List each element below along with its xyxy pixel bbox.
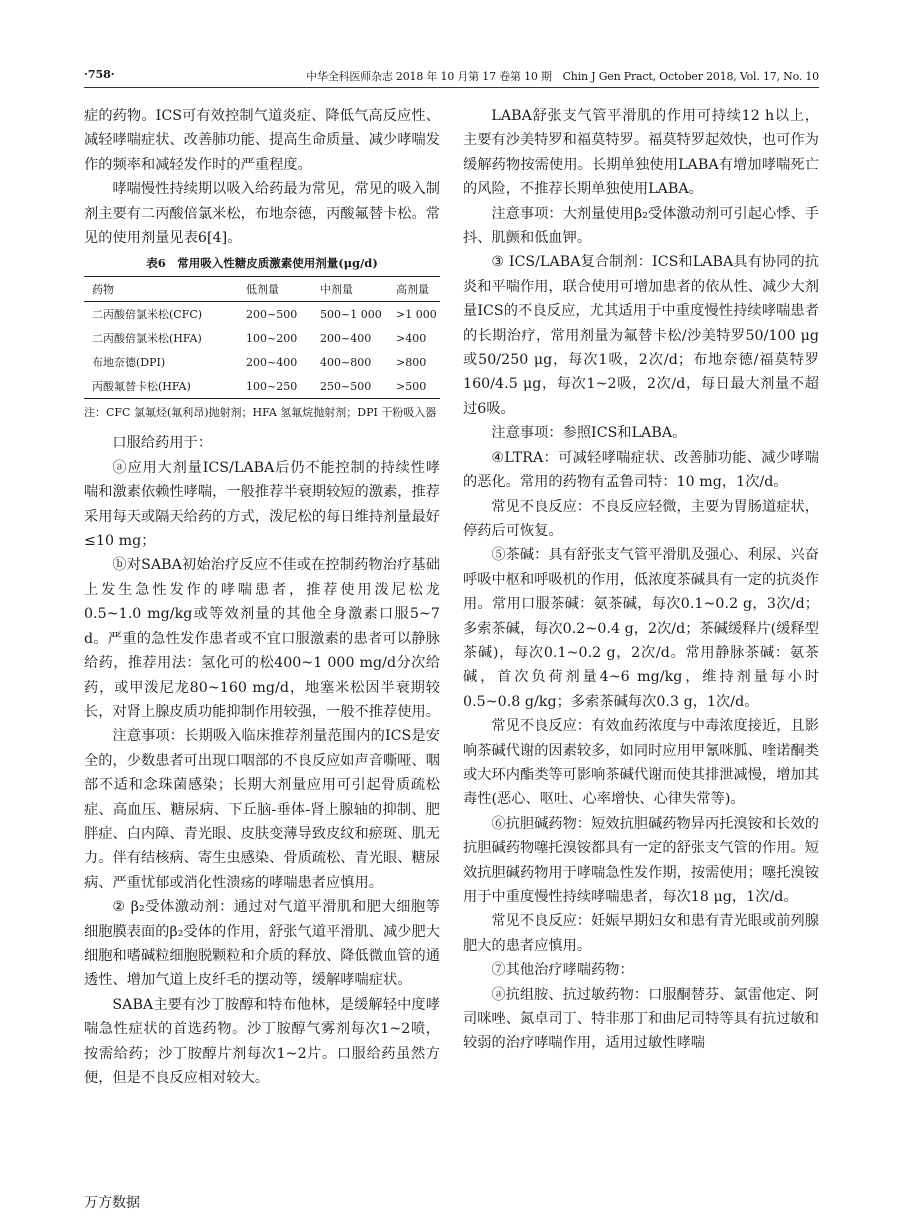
paragraph: 常见不良反应：有效血药浓度与中毒浓度接近，且影响茶碱代谢的因素较多，如同时应用甲氰咪胍、喹诺酮类或大环内酯类等可影响茶碱代谢而使其排泄减慢，增加其毒性(恶心、呕吐、心率增快、心律失常等)。 <box>463 718 819 808</box>
paragraph: ⓑ对SABA初始治疗反应不佳或在控制药物治疗基础上发生急性发作的哮喘患者，推荐使用泼尼松龙0.5~1.0 mg/kg或等效剂量的其他全身激素口服5~7 d。严重的急性发作患者或不宜口服激素的患者可以静脉给药，推荐用法：氢化可的松400~1 000 mg/d分次给药，或甲泼尼龙80~160 mg/d，地塞米松因半衰期较长，对肾上腺皮质功能抑制作用较强，一般不推荐使用。 <box>84 557 440 720</box>
table-cell: 二丙酸倍氯米松(HFA) <box>92 332 202 346</box>
table-cell: 500~1 000 <box>320 307 382 321</box>
header-rule <box>84 87 819 88</box>
table-cell: 200~500 <box>246 307 298 321</box>
left-column <box>84 104 440 1090</box>
paragraph: ④LTRA：可减轻哮喘症状、改善肺功能、减少哮喘的恶化。常用的药物有孟鲁司特：10 mg，1次/d。 <box>463 449 819 491</box>
journal-citation: 中华全科医师杂志 2018 年 10 月第 17 卷第 10 期 Chin J Gen Pract, October 2018, Vol. 17, No. 10 <box>306 70 819 83</box>
table-cell: 200~400 <box>246 355 298 369</box>
table-row <box>84 326 440 350</box>
column-header: 高剂量 <box>396 283 429 297</box>
table-cell: 100~250 <box>246 379 298 393</box>
table-cell: >800 <box>396 355 427 369</box>
paragraph: 注意事项：参照ICS和LABA。 <box>491 425 687 442</box>
table-row <box>84 350 440 374</box>
table-header-row <box>84 277 440 302</box>
table-caption: 表6 常用吸入性糖皮质激素使用剂量(μg/d) <box>146 256 378 271</box>
paragraph: 注意事项：大剂量使用β₂受体激动剂可引起心悸、手抖、肌颤和低血钾。 <box>463 205 819 247</box>
paragraph: 常见不良反应：妊娠早期妇女和患有青光眼或前列腺肥大的患者应慎用。 <box>463 913 819 954</box>
footer-watermark: 万方数据 <box>84 1195 140 1211</box>
paragraph: ⑤茶碱：具有舒张支气管平滑肌及强心、利尿、兴奋呼吸中枢和呼吸机的作用，低浓度茶碱具有一定的抗炎作用。常用口服茶碱：氨茶碱，每次0.1~0.2 g，3次/d；多索茶碱，每次0.2~0.4 g，2次/d；茶碱缓释片(缓释型茶碱)，每次0.1~0.2 g，2次/d。常用静脉茶碱：氨茶碱，首次负荷剂量4~6 mg/kg，维持剂量每小时0.5~0.8 g/kg；多索茶碱每次0.3 g，1次/d。 <box>463 547 819 710</box>
paragraph: LABA舒张支气管平滑肌的作用可持续12 h以上，主要有沙美特罗和福莫特罗。福莫特罗起效快，也可作为缓解药物按需使用。长期单独使用LABA有增加哮喘死亡的风险，不推荐长期单独使用LABA。 <box>463 108 819 198</box>
page-header <box>84 64 819 84</box>
table-cell: >400 <box>396 331 427 345</box>
table-row <box>84 374 440 399</box>
table-cell: 400~800 <box>320 355 372 369</box>
table-cell: 二丙酸倍氯米松(CFC) <box>92 308 203 322</box>
table-cell: 200~400 <box>320 331 372 345</box>
page-number: ·758· <box>84 68 115 81</box>
paragraph: ③ ICS/LABA复合制剂：ICS和LABA具有协同的抗炎和平喘作用，联合使用可增加患者的依从性、减少大剂量ICS的不良反应，尤其适用于中重度慢性持续哮喘患者的长期治疗，常用剂量为氟替卡松/沙美特罗50/100 μg或50/250 μg，每次1吸，2次/d；布地奈德/福莫特罗160/4.5 μg，每次1~2吸，2次/d，每日最大剂量不超过6吸。 <box>463 254 819 417</box>
paragraph: SABA主要有沙丁胺醇和特布他林，是缓解轻中度哮喘急性症状的首选药物。沙丁胺醇气雾剂每次1~2喷，按需给药；沙丁胺醇片剂每次1~2片。口服给药虽然方便，但是不良反应相对较大。 <box>84 996 440 1086</box>
column-header: 中剂量 <box>320 283 353 297</box>
paragraph: ⓐ抗组胺、抗过敏药物：口服酮替芬、氯雷他定、阿司咪唑、氮卓司丁、特非那丁和曲尼司特等具有抗过敏和较弱的治疗哮喘作用，适用过敏性哮喘 <box>463 986 819 1052</box>
column-header: 低剂量 <box>246 283 279 297</box>
paragraph: ② β₂受体激动剂：通过对气道平滑肌和肥大细胞等细胞膜表面的β₂受体的作用，舒张气道平滑肌、减少肥大细胞和嗜碱粒细胞脱颗粒和介质的释放、降低微血管的通透性、增加气道上皮纤毛的摆动等，缓解哮喘症状。 <box>84 899 440 989</box>
paragraph: 症的药物。ICS可有效控制气道炎症、降低气高反应性、减轻哮喘症状、改善肺功能、提高生命质量、减少哮喘发作的频率和减轻发作时的严重程度。 <box>84 108 440 173</box>
table-cell: 100~200 <box>246 331 298 345</box>
paragraph: 哮喘慢性持续期以吸入给药最为常见，常见的吸入制剂主要有二丙酸倍氯米松，布地奈德，丙酸氟替卡松。常见的使用剂量见表6[4]。 <box>84 181 440 247</box>
table-cell: 250~500 <box>320 379 372 393</box>
paragraph: ⑥抗胆碱药物：短效抗胆碱药物异丙托溴铵和长效的抗胆碱药物噻托溴铵都具有一定的舒张支气管的作用。短效抗胆碱药物用于哮喘急性发作期，按需使用；噻托溴铵用于中重度慢性持续哮喘患者，每次18 μg，1次/d。 <box>463 815 819 905</box>
paragraph: 注意事项：长期吸入临床推荐剂量范围内的ICS是安全的，少数患者可出现口咽部的不良反应如声音嘶哑、咽部不适和念珠菌感染；长期大剂量应用可引起骨质疏松症、高血压、糖尿病、下丘脑-垂体-肾上腺轴的抑制、肥胖症、白内障、青光眼、皮肤变薄导致皮纹和瘀斑、肌无力。伴有结核病、寄生虫感染、骨质疏松、青光眼、糖尿病、严重忧郁或消化性溃疡的哮喘患者应慎用。 <box>84 728 440 891</box>
paragraph: ⓐ应用大剂量ICS/LABA后仍不能控制的持续性哮喘和激素依赖性哮喘，一般推荐半衰期较短的激素，推荐采用每天或隔天给药的方式，泼尼松的每日维持剂量最好≤10 mg； <box>84 459 440 550</box>
table-cell: >1 000 <box>396 307 437 321</box>
right-column <box>463 104 819 1056</box>
dosage-table <box>84 276 440 399</box>
table-cell: 布地奈德(DPI) <box>92 356 166 370</box>
table-cell: 丙酸氟替卡松(HFA) <box>92 380 191 394</box>
column-header: 药物 <box>92 283 114 297</box>
paragraph: 常见不良反应：不良反应轻微，主要为胃肠道症状，停药后可恢复。 <box>463 498 819 539</box>
table-note: 注：CFC 氯氟烃(氟利昂)抛射剂；HFA 氢氟烷抛射剂；DPI 干粉吸入器 <box>84 406 437 420</box>
paragraph: 口服给药用于： <box>112 435 213 452</box>
table-cell: >500 <box>396 379 427 393</box>
paragraph: ⑦其他治疗哮喘药物： <box>491 962 634 979</box>
table-row <box>84 302 440 327</box>
